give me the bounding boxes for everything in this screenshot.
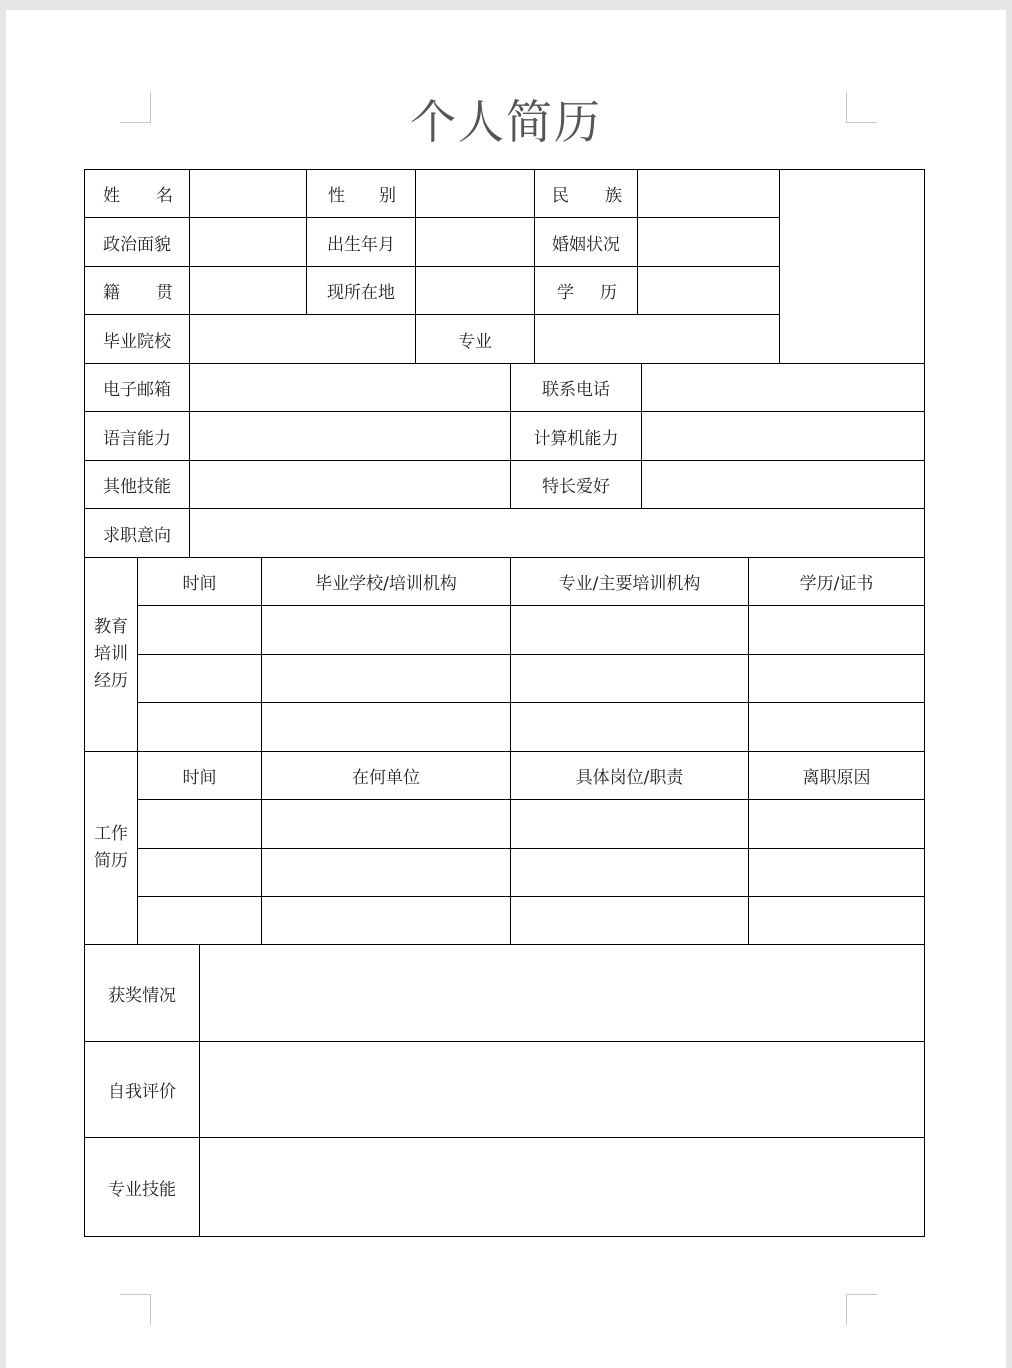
page-margin-mark-bottom-right [846, 1294, 877, 1325]
work-header-leave-reason: 离职原因 [802, 768, 871, 788]
edu-header-major: 专业/主要培训机构 [558, 574, 701, 594]
label-gender: 性 别 [328, 185, 396, 206]
work-header-time: 时间 [182, 768, 217, 788]
work-row[interactable] [138, 800, 924, 848]
label-email: 电子邮箱 [103, 379, 171, 400]
input-job-intent[interactable] [190, 509, 924, 557]
input-name[interactable] [190, 170, 306, 217]
label-phone: 联系电话 [542, 379, 610, 400]
input-degree[interactable] [638, 267, 779, 314]
label-location: 现所在地 [327, 282, 395, 303]
edu-header-school: 毕业学校/培训机构 [315, 574, 457, 594]
work-row[interactable] [138, 897, 924, 944]
section-work-label: 工作 简历 [94, 824, 128, 871]
input-marital[interactable] [638, 218, 779, 266]
label-degree: 学 历 [557, 282, 617, 303]
input-email[interactable] [190, 364, 510, 411]
input-self-evaluation[interactable] [200, 1042, 924, 1137]
edu-row[interactable] [138, 655, 924, 702]
label-major: 专业 [458, 331, 492, 352]
label-awards: 获奖情况 [108, 985, 176, 1006]
label-school: 毕业院校 [103, 331, 171, 352]
label-language: 语言能力 [103, 428, 171, 449]
input-political[interactable] [190, 218, 306, 266]
input-phone[interactable] [642, 364, 924, 411]
label-political: 政治面貌 [103, 234, 171, 255]
label-marital: 婚姻状况 [552, 234, 620, 255]
page-title: 个人简历 [410, 95, 602, 149]
work-row[interactable] [138, 849, 924, 896]
edu-row[interactable] [138, 703, 924, 751]
label-ethnicity: 民 族 [552, 185, 622, 206]
work-header-position: 具体岗位/职责 [575, 768, 684, 788]
input-birth[interactable] [416, 218, 534, 266]
input-native[interactable] [190, 267, 306, 314]
photo-cell[interactable] [780, 170, 924, 363]
input-ethnicity[interactable] [638, 170, 779, 217]
label-name: 姓 名 [103, 185, 173, 206]
section-education-label: 教育 培训 经历 [94, 617, 128, 691]
input-professional-skills[interactable] [200, 1138, 924, 1236]
input-other-skills[interactable] [190, 461, 510, 508]
edu-header-certificate: 学历/证书 [799, 574, 874, 594]
label-native: 籍 贯 [103, 282, 173, 303]
label-job-intent: 求职意向 [103, 525, 171, 546]
label-other-skills: 其他技能 [103, 476, 171, 497]
input-major[interactable] [535, 315, 779, 363]
input-location[interactable] [416, 267, 534, 314]
label-birth: 出生年月 [327, 234, 395, 255]
input-gender[interactable] [416, 170, 534, 217]
input-language[interactable] [190, 412, 510, 460]
input-school[interactable] [190, 315, 415, 363]
label-computer: 计算机能力 [533, 428, 619, 449]
label-self-evaluation: 自我评价 [108, 1082, 176, 1102]
input-awards[interactable] [200, 945, 924, 1041]
page-margin-mark-bottom-left [120, 1294, 151, 1325]
input-hobby[interactable] [642, 461, 924, 508]
edu-row[interactable] [138, 606, 924, 654]
edu-header-time: 时间 [182, 574, 217, 594]
label-professional-skills: 专业技能 [108, 1179, 176, 1200]
input-computer[interactable] [642, 412, 924, 460]
label-hobby: 特长爱好 [542, 476, 610, 497]
work-header-employer: 在何单位 [352, 768, 420, 788]
